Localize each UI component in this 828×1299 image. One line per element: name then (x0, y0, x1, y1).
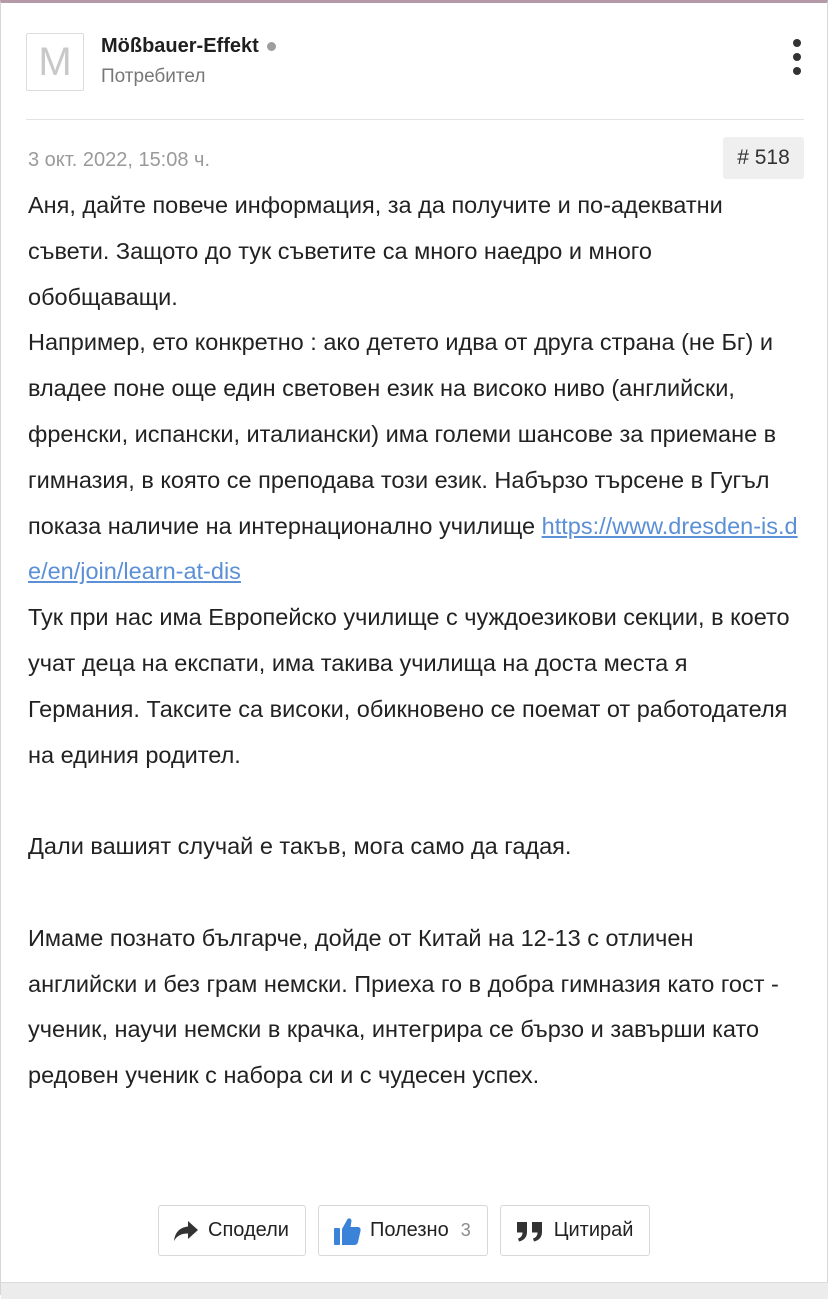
kebab-dot-icon (793, 53, 801, 61)
post-date: 3 окт. 2022, 15:08 ч. (28, 149, 211, 171)
post-paragraph: Тук при нас има Европейско училище с чуждоезикови секции, в което учат деца на експати, има такива училища на доста места я Германия. Таксите са високи, обикновено се поемат от работодателя на единия родител. (28, 604, 790, 768)
useful-button[interactable] (318, 1205, 488, 1256)
post-paragraph: Дали вашият случай е такъв, мога само да гадая. (28, 833, 572, 860)
author-name-row (101, 35, 276, 58)
avatar[interactable] (26, 33, 84, 91)
post-paragraph (28, 320, 804, 595)
post-paragraph: Аня, дайте повече информация, за да получите и по-адекватни съвети. Защото до тук съветите са много наедро и много обобщаващи. (28, 192, 723, 310)
external-link[interactable]: https://www.dresden-is.de/en/join/learn-at-dis (28, 512, 798, 585)
header-divider (26, 119, 804, 120)
post-paragraph: Имаме познато българче, дойде от Китай на 12-13 с отличен английски и без грам немски. Приеха го в добра гимназия като гост - ученик, научи немски в крачка, интегрира се бързо и завърши като редовен ученик с набора си и с чудесен успех. (28, 924, 779, 1089)
post-number-badge[interactable]: # 518 (723, 137, 804, 179)
share-arrow-icon (173, 1220, 199, 1242)
post-paragraph-text: Например, ето конкретно : ако детето идва от друга страна (не Бг) и владее поне още един световен език на високо ниво (английски, френски, испански, италиански) има големи шансове за приемане в гимназия, в която се преподава този език. Набързо търсене в Гугъл показа наличие на интернационално училище (28, 329, 777, 539)
kebab-dot-icon (793, 67, 801, 75)
avatar-letter: M (38, 39, 72, 84)
quote-icon (515, 1220, 545, 1242)
share-label: Сподели (208, 1219, 289, 1241)
post-body (28, 183, 804, 1099)
author-role: Потребител (101, 66, 206, 87)
post-actions (158, 1205, 650, 1256)
quote-label: Цитирай (553, 1219, 634, 1241)
quote-button[interactable] (500, 1205, 651, 1256)
useful-label: Полезно (369, 1219, 449, 1241)
kebab-dot-icon (793, 39, 801, 47)
useful-count: 3 (460, 1220, 471, 1240)
next-post-edge (1, 1282, 828, 1299)
more-options-button[interactable] (785, 39, 809, 75)
thumbs-up-icon (333, 1216, 361, 1246)
online-status-dot-icon (267, 42, 276, 51)
author-name[interactable]: Mößbauer-Effekt (101, 35, 259, 57)
share-button[interactable] (158, 1205, 306, 1256)
